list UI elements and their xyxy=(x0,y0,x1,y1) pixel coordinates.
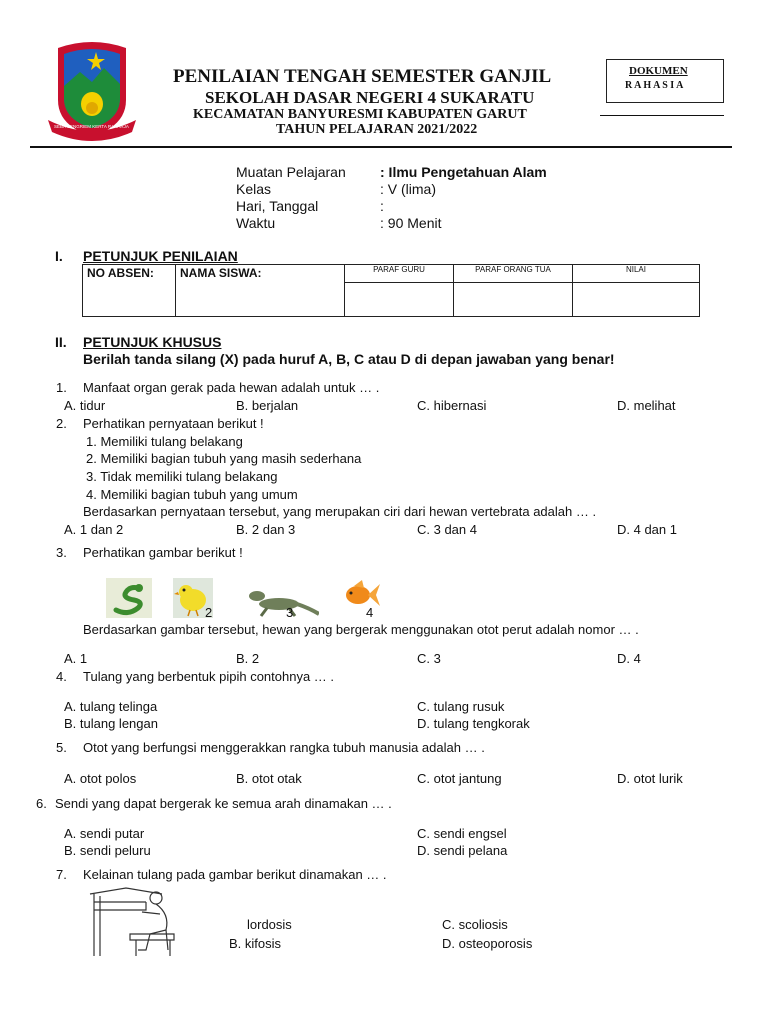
section-2-instruction: Berilah tanda silang (X) pada huruf A, B, C atau D di depan jawaban yang benar! xyxy=(83,351,615,367)
school-name: SEKOLAH DASAR NEGERI 4 SUKARATU xyxy=(205,88,535,107)
header-divider xyxy=(30,146,732,148)
q1-option-c[interactable]: C. hibernasi xyxy=(417,398,487,413)
q3-option-d[interactable]: D. 4 xyxy=(617,651,641,666)
q6-text: Sendi yang dapat bergerak ke semua arah dinamakan … . xyxy=(55,796,392,811)
parent-signature-cell[interactable] xyxy=(454,283,573,317)
q2-statement-4: 4. Memiliki bagian tubuh yang umum xyxy=(86,487,298,502)
q4-option-b[interactable]: B. tulang lengan xyxy=(64,716,158,731)
q6-option-d[interactable]: D. sendi pelana xyxy=(417,843,508,858)
q7-option-d[interactable]: D. osteoporosis xyxy=(442,936,533,951)
academic-year: TAHUN PELAJARAN 2021/2022 xyxy=(276,122,478,137)
q7-option-a[interactable]: lordosis xyxy=(247,917,292,932)
info-value-class: : V (lima) xyxy=(380,181,436,197)
q5-option-b[interactable]: B. otot otak xyxy=(236,771,302,786)
q4-option-d[interactable]: D. tulang tengkorak xyxy=(417,716,530,731)
section-2-title: PETUNJUK KHUSUS xyxy=(83,334,222,350)
q3-option-a[interactable]: A. 1 xyxy=(64,651,88,666)
q2-option-b[interactable]: B. 2 dan 3 xyxy=(236,522,296,537)
logo-motto: SEBA SENGRIEM KERTA RAHARJA xyxy=(54,124,129,129)
student-name-label: NAMA SISWA: xyxy=(180,266,262,280)
info-label-subject: Muatan Pelajaran xyxy=(236,164,346,180)
q3-text: Perhatikan gambar berikut ! xyxy=(83,545,243,560)
q2-number: 2. xyxy=(56,416,67,431)
section-1-number: I. xyxy=(55,248,63,264)
q2-option-a[interactable]: A. 1 dan 2 xyxy=(64,522,124,537)
exam-title: PENILAIAN TENGAH SEMESTER GANJIL xyxy=(173,66,552,87)
no-absen-label: NO ABSEN: xyxy=(87,266,154,280)
confidential-document-box xyxy=(606,59,724,103)
q3-option-b[interactable]: B. 2 xyxy=(236,651,260,666)
doc-label-dokumen: DOKUMEN xyxy=(629,65,688,77)
q2-statement-2: 2. Memiliki bagian tubuh yang masih sederhana xyxy=(86,451,362,466)
q1-option-a[interactable]: A. tidur xyxy=(64,398,106,413)
info-label-class: Kelas xyxy=(236,181,272,197)
q2-statement-1: 1. Memiliki tulang belakang xyxy=(86,434,243,449)
q5-option-a[interactable]: A. otot polos xyxy=(64,771,137,786)
q7-option-b[interactable]: B. kifosis xyxy=(229,936,282,951)
q6-option-c[interactable]: C. sendi engsel xyxy=(417,826,507,841)
snake-image xyxy=(106,578,152,618)
doc-box-underline xyxy=(600,115,724,116)
q3-number: 3. xyxy=(56,545,67,560)
q2-text: Perhatikan pernyataan berikut ! xyxy=(83,416,264,431)
parent-signature-label: PARAF ORANG TUA xyxy=(475,265,551,274)
q1-option-b[interactable]: B. berjalan xyxy=(236,398,299,413)
image-label-3: 3 xyxy=(286,605,294,620)
q1-text: Manfaat organ gerak pada hewan adalah untuk … . xyxy=(83,380,380,395)
q5-option-d[interactable]: D. otot lurik xyxy=(617,771,683,786)
posture-illustration xyxy=(86,884,186,960)
q4-option-c[interactable]: C. tulang rusuk xyxy=(417,699,505,714)
image-label-2: 2 xyxy=(205,605,213,620)
q7-option-c[interactable]: C. scoliosis xyxy=(442,917,508,932)
q2-statement-3: 3. Tidak memiliki tulang belakang xyxy=(86,469,278,484)
score-cell[interactable] xyxy=(573,283,700,317)
lizard-image xyxy=(247,586,319,618)
q6-option-a[interactable]: A. sendi putar xyxy=(64,826,145,841)
q4-text: Tulang yang berbentuk pipih contohnya … . xyxy=(83,669,335,684)
q5-text: Otot yang berfungsi menggerakkan rangka tubuh manusia adalah … . xyxy=(83,740,485,755)
district-name: KECAMATAN BANYURESMI KABUPATEN GARUT xyxy=(193,107,527,122)
q5-number: 5. xyxy=(56,740,67,755)
q6-option-b[interactable]: B. sendi peluru xyxy=(64,843,151,858)
q7-text: Kelainan tulang pada gambar berikut dinamakan … . xyxy=(83,867,387,882)
q6-number: 6. xyxy=(36,796,47,811)
q2-stem: Berdasarkan pernyataan tersebut, yang merupakan ciri dari hewan vertebrata adalah … . xyxy=(83,504,597,519)
q7-number: 7. xyxy=(56,867,67,882)
doc-label-rahasia: R A H A S I A xyxy=(625,80,684,91)
teacher-signature-cell[interactable] xyxy=(345,283,454,317)
q4-option-a[interactable]: A. tulang telinga xyxy=(64,699,158,714)
section-2-number: II. xyxy=(55,334,67,350)
info-value-date: : xyxy=(380,198,384,214)
q3-stem: Berdasarkan gambar tersebut, hewan yang bergerak menggunakan otot perut adalah nomor … . xyxy=(83,622,639,637)
q2-option-c[interactable]: C. 3 dan 4 xyxy=(417,522,477,537)
score-label: NILAI xyxy=(625,265,646,274)
info-value-time: : 90 Menit xyxy=(380,215,442,231)
q2-option-d[interactable]: D. 4 dan 1 xyxy=(617,522,677,537)
q3-option-c[interactable]: C. 3 xyxy=(417,651,441,666)
goldfish-image xyxy=(342,578,380,612)
image-label-4: 4 xyxy=(366,605,374,620)
q1-option-d[interactable]: D. melihat xyxy=(617,398,676,413)
info-label-time: Waktu xyxy=(236,215,276,231)
info-label-date: Hari, Tanggal xyxy=(236,198,319,214)
school-logo xyxy=(40,38,144,142)
info-value-subject: : Ilmu Pengetahuan Alam xyxy=(380,164,547,180)
grading-table xyxy=(82,264,700,317)
teacher-signature-label: PARAF GURU xyxy=(373,265,425,274)
q1-number: 1. xyxy=(56,380,67,395)
q4-number: 4. xyxy=(56,669,67,684)
section-1-title: PETUNJUK PENILAIAN xyxy=(83,248,238,264)
q5-option-c[interactable]: C. otot jantung xyxy=(417,771,502,786)
